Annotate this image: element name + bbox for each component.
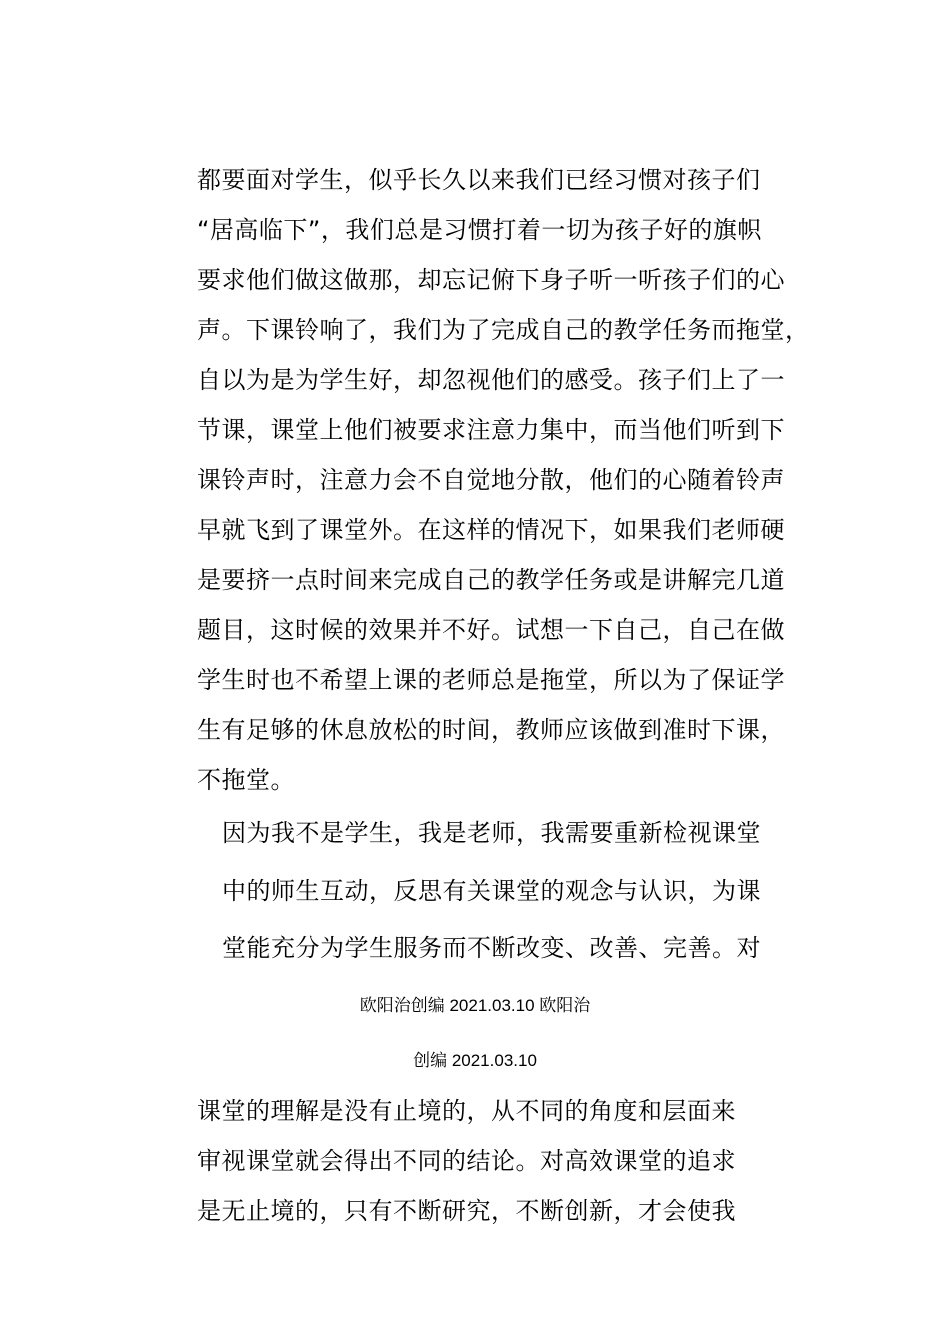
- paragraph-line: 生有足够的休息放松的时间，教师应该做到准时下课，: [197, 716, 785, 744]
- paragraph-line: 是要挤一点时间来完成自己的教学任务或是讲解完几道: [197, 566, 785, 594]
- paragraph-line: 节课，课堂上他们被要求注意力集中，而当他们听到下: [197, 416, 785, 444]
- paragraph-line: 学生时也不希望上课的老师总是拖堂，所以为了保证学: [197, 666, 785, 694]
- paragraph-line: 自以为是为学生好，却忽视他们的感受。孩子们上了一: [197, 366, 785, 394]
- paragraph-line: 题目，这时候的效果并不好。试想一下自己，自己在做: [197, 616, 785, 644]
- footer-line: 欧阳治创编 2021.03.10 欧阳治: [359, 996, 591, 1015]
- paragraph-line: 声。下课铃响了，我们为了完成自己的教学任务而拖堂，: [197, 316, 810, 344]
- paragraph-line: 课铃声时，注意力会不自觉地分散，他们的心随着铃声: [197, 466, 785, 494]
- paragraph-line: 堂能充分为学生服务而不断改变、改善、完善。对: [222, 934, 761, 962]
- paragraph-line: 都要面对学生，似乎长久以来我们已经习惯对孩子们: [197, 166, 761, 194]
- footer-line: 创编 2021.03.10: [413, 1051, 537, 1070]
- paragraph-line: 是无止境的，只有不断研究，不断创新，才会使我: [197, 1197, 736, 1225]
- paragraph-line: 因为我不是学生，我是老师，我需要重新检视课堂: [222, 819, 761, 847]
- paragraph-line: 审视课堂就会得出不同的结论。对高效课堂的追求: [197, 1147, 736, 1175]
- paragraph-line: 中的师生互动，反思有关课堂的观念与认识，为课: [222, 877, 761, 905]
- paragraph-line: 课堂的理解是没有止境的，从不同的角度和层面来: [197, 1097, 736, 1125]
- paragraph-line: “居高临下”，我们总是习惯打着一切为孩子好的旗帜: [197, 216, 762, 244]
- paragraph-line: 早就飞到了课堂外。在这样的情况下，如果我们老师硬: [197, 516, 785, 544]
- paragraph-line: 要求他们做这做那，却忘记俯下身子听一听孩子们的心: [197, 266, 785, 294]
- paragraph-line: 不拖堂。: [197, 766, 295, 794]
